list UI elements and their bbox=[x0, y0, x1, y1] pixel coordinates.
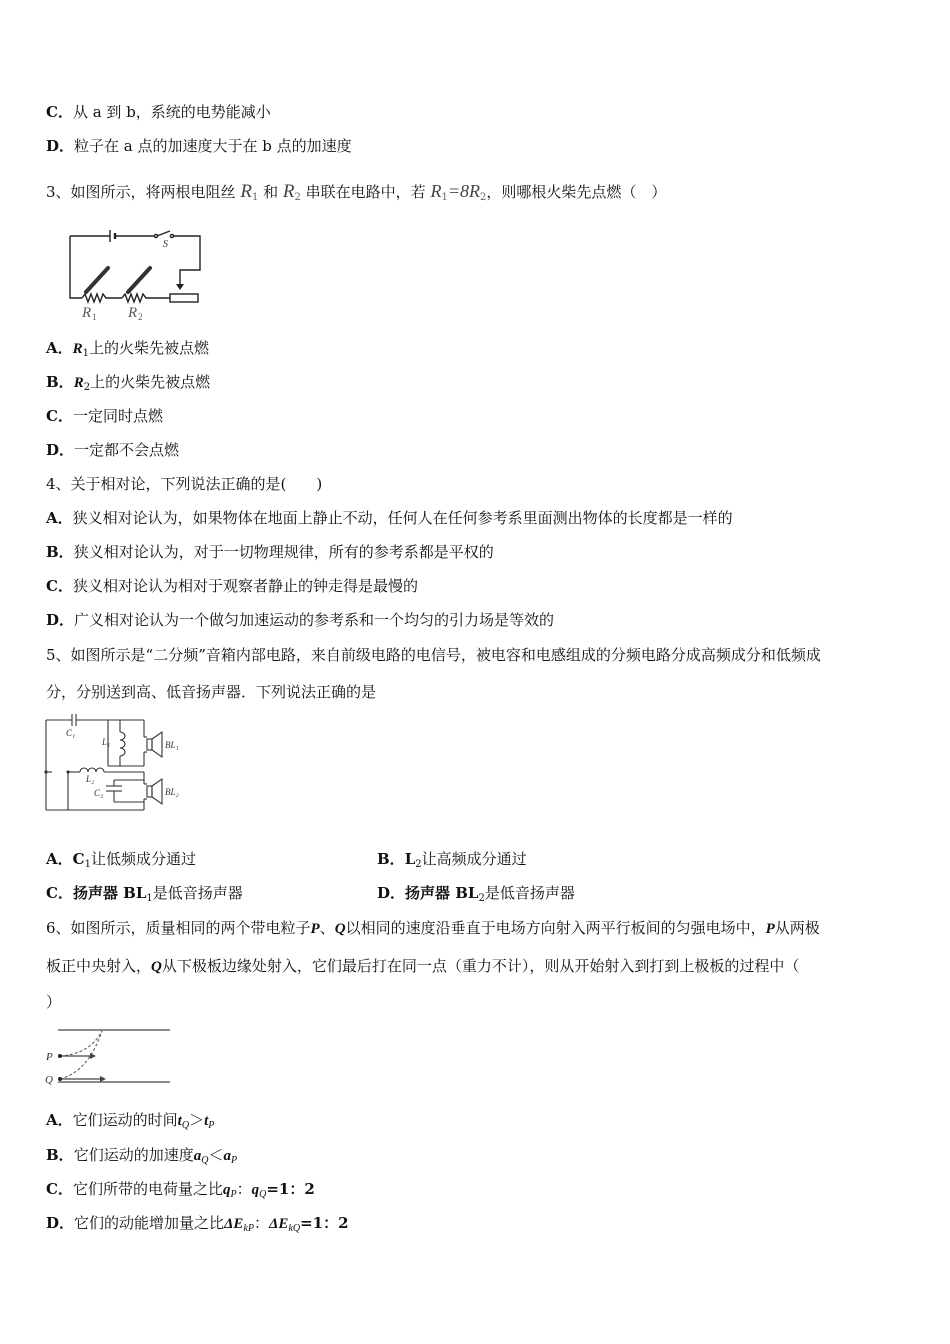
q5-c2-label: C₂ bbox=[94, 788, 104, 798]
q5-option-b: B．$L_2$让高频成分通过 bbox=[377, 850, 527, 870]
q6-option-a: A．它们运动的时间$t_Q>t_P$ bbox=[46, 1111, 215, 1131]
q6-option-b: B．它们运动的加速度$a_Q<a_P$ bbox=[46, 1146, 238, 1166]
q5-bl2-label: BL₂ bbox=[165, 787, 179, 797]
q5-option-d: D．扬声器 $BL_2$是低音扬声器 bbox=[377, 884, 575, 904]
q3-r2-sub: 2 bbox=[138, 312, 143, 322]
q4-option-c: C．狭义相对论认为相对于观察者静止的钟走得是最慢的 bbox=[46, 577, 418, 595]
q5-stem-line2: 分，分别送到高、低音扬声器．下列说法正确的是 bbox=[46, 683, 377, 701]
q5-l1-label: L₁ bbox=[102, 737, 111, 747]
q5-stem-line1: 5、如图所示是“二分频”音箱内部电路，来自前级电路的电信号，被电容和电感组成的分频电路分成高频成分和低频成 bbox=[46, 646, 821, 664]
q6-option-c: C．它们所带的电荷量之比$q_P$：$q_Q=1$：2 bbox=[46, 1180, 315, 1200]
q6-parallel-plates-figure bbox=[44, 1022, 174, 1088]
q6-stem-line3: ） bbox=[46, 993, 62, 1011]
q4-option-b: B．狭义相对论认为，对于一切物理规律，所有的参考系都是平权的 bbox=[46, 543, 494, 561]
q5-option-a: A．$C_1$让低频成分通过 bbox=[46, 850, 196, 870]
q4-stem: 4、关于相对论，下列说法正确的是( ) bbox=[46, 475, 323, 493]
q3-r1-label: R bbox=[82, 305, 92, 321]
q4-option-d: D．广义相对论认为一个做匀加速运动的参考系和一个均匀的引力场是等效的 bbox=[46, 611, 555, 629]
q6-p-label: P bbox=[46, 1051, 53, 1063]
q3-option-d: D．一定都不会点燃 bbox=[46, 441, 180, 459]
q5-option-c: C．扬声器 $BL_1$是低音扬声器 bbox=[46, 884, 243, 904]
q3-option-b: B．$R_2$上的火柴先被点燃 bbox=[46, 373, 211, 393]
q6-q-label: Q bbox=[45, 1074, 53, 1086]
q5-c1-label: C₁ bbox=[66, 728, 76, 738]
q5-l2-label: L₂ bbox=[86, 774, 95, 784]
q5-bl1-label: BL₁ bbox=[165, 740, 179, 750]
q3-stem: 3、如图所示，将两根电阻丝 $R_1$ 和 $R_2$ 串联在电路中，若 $R_1=8R_2$，则哪根火柴先点燃（ ） bbox=[46, 181, 667, 203]
q3-option-a: A．$R_1$上的火柴先被点燃 bbox=[46, 339, 210, 359]
q3-r2-label: R bbox=[128, 305, 138, 321]
q2-option-c: C．从 a 到 b，系统的电势能减小 bbox=[46, 103, 271, 121]
q2-option-d: D．粒子在 a 点的加速度大于在 b 点的加速度 bbox=[46, 137, 352, 155]
q3-switch-label: S bbox=[163, 239, 168, 250]
q5-crossover-circuit-figure bbox=[44, 712, 189, 817]
q4-option-a: A．狭义相对论认为，如果物体在地面上静止不动，任何人在任何参考系里面测出物体的长度都是一样的 bbox=[46, 509, 733, 527]
q6-option-d: D．它们的动能增加量之比$\Delta E_{kP}$：$\Delta E_{kQ}=1$：2 bbox=[46, 1214, 349, 1234]
q3-circuit-figure bbox=[66, 228, 206, 322]
q3-r1-sub: 1 bbox=[92, 312, 97, 322]
q6-stem-line2: 板正中央射入，Q从下极板边缘处射入，它们最后打在同一点（重力不计），则从开始射入到打到上极板的过程中（ bbox=[46, 957, 800, 975]
q6-stem-line1: 6、如图所示，质量相同的两个带电粒子P、Q以相同的速度沿垂直于电场方向射入两平行板间的匀强电场中，P从两极 bbox=[46, 919, 820, 937]
q3-option-c: C．一定同时点燃 bbox=[46, 407, 163, 425]
